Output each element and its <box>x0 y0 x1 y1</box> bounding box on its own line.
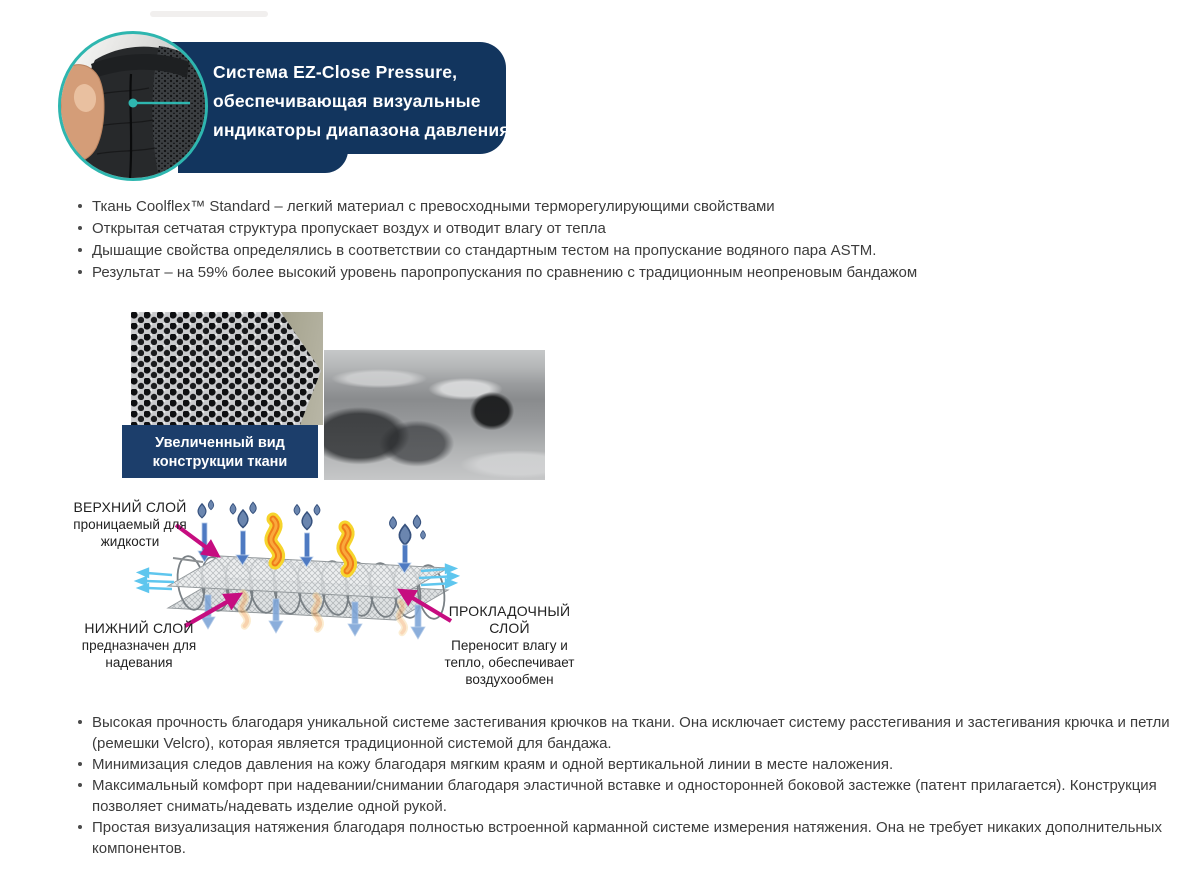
layer-label-title: НИЖНИЙ СЛОЙ <box>84 620 194 636</box>
airflow-left-arrow-icons <box>137 569 174 592</box>
layer-label-line: проницаемый для <box>73 517 187 532</box>
list-item-text: Минимизация следов давления на кожу благодаря мягким краям и одной вертикальной линии в месте наложения. <box>92 756 894 773</box>
list-item-text: Простая визуализация натяжения благодаря полностью встроенной карманной системе измерения натяжения. Она не требует никаких дополнительных компонентов. <box>92 819 1162 857</box>
bullet-dot <box>78 720 82 724</box>
water-droplet-icons <box>198 500 425 545</box>
bottom-layer-label <box>64 620 214 671</box>
list-item <box>72 754 1170 775</box>
list-item <box>72 262 1092 284</box>
list-item <box>72 775 1170 817</box>
knit-fabric-texture <box>131 312 323 425</box>
list-item <box>72 218 1092 240</box>
layer-label-line: тепло, обеспечивает <box>444 655 575 670</box>
layer-label-line: воздухообмен <box>465 672 554 687</box>
bullet-dot <box>78 248 82 252</box>
hand-pinching-sleeve-photo <box>58 31 208 181</box>
features-list-top <box>72 196 1092 284</box>
indicator-dot <box>129 99 138 108</box>
features-list-bottom <box>72 712 1170 859</box>
list-item-text: Открытая сетчатая структура пропускает воздух и отводит влагу от тепла <box>92 220 606 237</box>
hero-banner <box>170 42 510 154</box>
list-item-text: Ткань Coolflex™ Standard – легкий материал с превосходными терморегулирующими свойствами <box>92 198 775 215</box>
knit-fabric-photo <box>131 312 323 425</box>
caption-line: Увеличенный вид <box>155 435 285 451</box>
layer-label-line: жидкости <box>100 534 160 549</box>
banner-line: индикаторы диапазона давления <box>213 120 510 140</box>
middle-layer-label <box>432 603 587 688</box>
list-item <box>72 240 1092 262</box>
layer-label-title: ПРОКЛАДОЧНЫЙ СЛОЙ <box>448 603 571 636</box>
layer-label-title: ВЕРХНИЙ СЛОЙ <box>73 499 187 515</box>
top-layer-label <box>55 499 205 550</box>
bullet-dot <box>78 762 82 766</box>
sleeve-photo-art <box>61 34 205 178</box>
sleeve-seam <box>130 74 131 178</box>
bullet-dot <box>78 783 82 787</box>
caption-line: конструкции ткани <box>152 454 288 470</box>
microscope-detail <box>324 350 545 480</box>
cropped-image-remnant <box>150 11 268 17</box>
list-item-text: Результат – на 59% более высокий уровень паропропускания по сравнению с традиционным неопреновым бандажом <box>92 264 918 281</box>
bullet-dot <box>78 270 82 274</box>
banner-line: обеспечивающая визуальные <box>213 91 481 111</box>
list-item <box>72 817 1170 859</box>
fabric-caption <box>122 425 318 478</box>
list-item-text: Максимальный комфорт при надевании/снимании благодаря эластичной вставке и односторонней боковой застежке (патент прилагается). Конструкция позволяет снимать/надевать изделие одной рукой. <box>92 777 1157 815</box>
bullet-dot <box>78 204 82 208</box>
microscope-fabric-photo <box>324 350 545 480</box>
layer-label-line: надевания <box>105 655 173 670</box>
bullet-dot <box>78 226 82 230</box>
list-item <box>72 712 1170 754</box>
list-item-text: Дышащие свойства определялись в соответствии со стандартным тестом на пропускание водяного пара ASTM. <box>92 242 877 259</box>
list-item <box>72 196 1092 218</box>
bullet-dot <box>78 825 82 829</box>
banner-line: Система EZ-Close Pressure, <box>213 62 458 82</box>
indicator-line <box>133 102 190 104</box>
list-item-text: Высокая прочность благодаря уникальной системе застегивания крючков на ткани. Она исключает систему расстегивания и застегивания крючка и петли (ремешки Velcro), которая является традиционной системой для бандажа. <box>92 714 1170 752</box>
layer-label-line: Переносит влагу и <box>451 638 568 653</box>
layer-label-line: предназначен для <box>81 638 197 653</box>
hero-banner-text <box>213 58 510 145</box>
